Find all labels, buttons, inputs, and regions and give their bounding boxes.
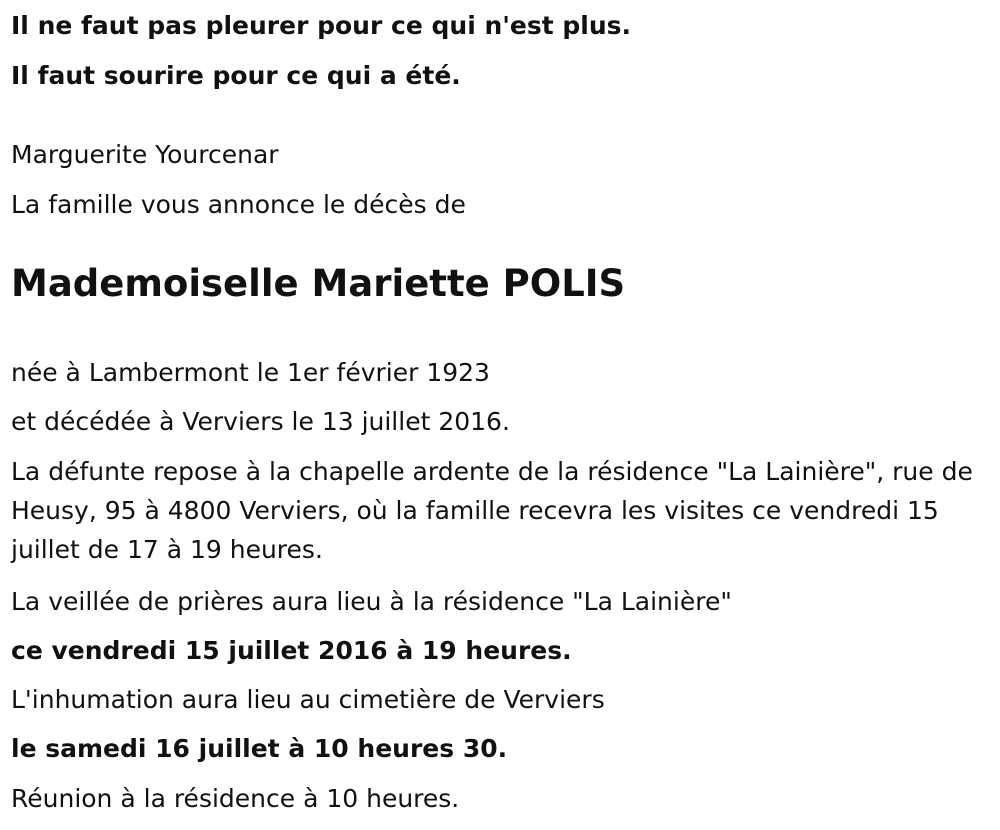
- quote-author: Marguerite Yourcenar: [11, 140, 279, 169]
- quote-line-1: Il ne faut pas pleurer pour ce qui n'est plus.: [11, 11, 632, 40]
- chapel-info: La défunte repose à la chapelle ardente de la résidence "La Lainière", rue de Heusy, 95 à 4800 Verviers, où la famille recevra les visites ce vendredi 15 juillet de 17 à 19 heures.: [11, 457, 973, 564]
- deceased-name: Mademoiselle Mariette POLIS: [11, 262, 626, 305]
- burial-info: L'inhumation aura lieu au cimetière de Verviers: [11, 685, 605, 714]
- gathering-info: Réunion à la résidence à 10 heures.: [11, 784, 460, 813]
- announcement-text: La famille vous annonce le décès de: [11, 190, 466, 219]
- vigil-date: ce vendredi 15 juillet 2016 à 19 heures.: [11, 636, 572, 665]
- birth-info: née à Lambermont le 1er février 1923: [11, 358, 490, 387]
- burial-date: le samedi 16 juillet à 10 heures 30.: [11, 734, 508, 763]
- death-info: et décédée à Verviers le 13 juillet 2016.: [11, 407, 510, 436]
- vigil-info: La veillée de prières aura lieu à la résidence "La Lainière": [11, 587, 732, 616]
- quote-line-2: Il faut sourire pour ce qui a été.: [11, 61, 461, 90]
